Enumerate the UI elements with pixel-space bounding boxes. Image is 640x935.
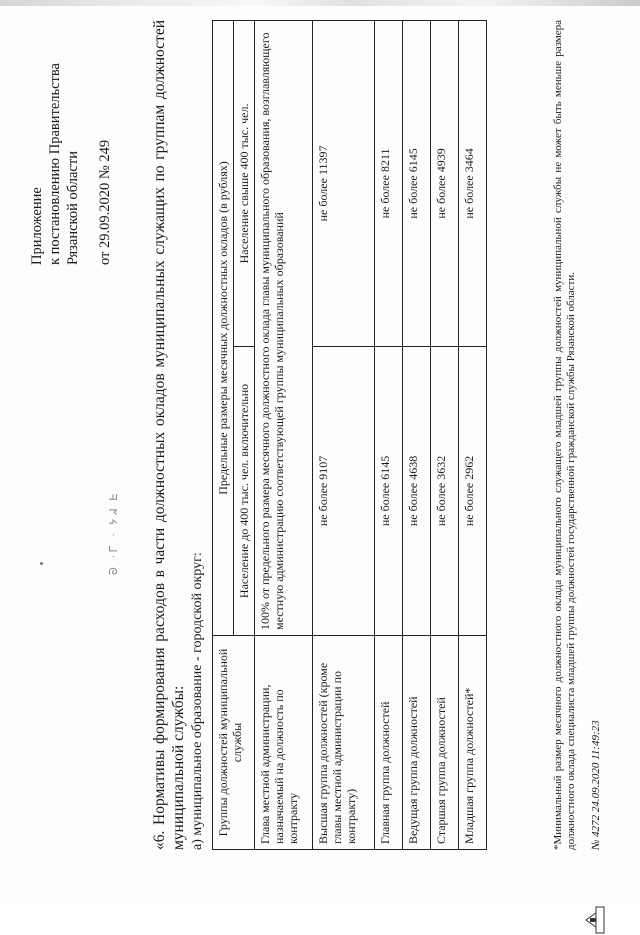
table-row: [459, 21, 487, 850]
header-limits: Предельные размеры месячных должностных окладов (в рублях): [213, 21, 234, 636]
row-large-value: не более 3464: [459, 21, 487, 347]
row-large-value: не более 8211: [375, 21, 403, 347]
row-small-value: не более 6145: [375, 346, 403, 635]
appendix-line1: Приложение: [29, 187, 45, 265]
header-group: Группы должностей муниципальной службы: [213, 635, 255, 849]
table-row: [313, 21, 375, 850]
row-small-value: не более 9107: [313, 346, 375, 635]
row-large-value: не более 6145: [403, 21, 431, 347]
appendix-block: [28, 15, 114, 265]
row-group: Главная группа должностей: [375, 635, 403, 849]
row-group: Старшая группа должностей: [431, 635, 459, 849]
table-row: [375, 21, 403, 850]
header-pop-large: Население свыше 400 тыс. чел.: [234, 21, 255, 347]
section-heading: «6. Нормативы формирования расходов в части должностных окладов муниципальных служащих по группам должностей муниципальной службы:: [151, 20, 187, 850]
row-merged-value: 100% от предельного размера месячного должностного оклада главы муниципального образования, возглавляющего местную администрацию соответствующей группы муниципальных образований: [255, 21, 313, 636]
table-row: [403, 21, 431, 850]
table-header-row: [213, 21, 234, 850]
footnote: *Минимальный размер месячного должностного оклада муниципального служащего младшей группы должностей муниципальной службы не может быть меньше размера должностного оклада специалиста младшей группы должностей государственной гражданской службы Рязанской области.: [552, 20, 577, 850]
header-pop-small: Население до 400 тыс. чел. включительно: [234, 346, 255, 635]
scan-dot: [40, 562, 43, 565]
row-group: Высшая группа должностей (кроме главы местной администрации по контракту): [313, 635, 375, 849]
registration-stamp: № 4272 24.09.2020 11:49:23: [590, 720, 602, 850]
registry-stamp-icon: [582, 905, 606, 935]
row-group: Младшая группа должностей*: [459, 635, 487, 849]
row-small-value: не более 3632: [431, 346, 459, 635]
norms-table: [212, 20, 487, 850]
table-row: [431, 21, 459, 850]
subheading: а) муниципальное образование - городской округ:: [190, 552, 205, 850]
row-small-value: не более 4638: [403, 346, 431, 635]
row-group: Ведущая группа должностей: [403, 635, 431, 849]
row-group: Глава местной администрации, назначаемый на должность по контракту: [255, 635, 313, 849]
row-large-value: не более 4939: [431, 21, 459, 347]
row-large-value: не более 11397: [313, 21, 375, 347]
table-row: [255, 21, 313, 850]
appendix-line2: к постановлению Правительства: [47, 63, 63, 265]
row-small-value: не более 2962: [459, 346, 487, 635]
handwritten-mark: ᘐ ·ᒥ · ᔭᖽ ᖶ: [108, 490, 120, 575]
appendix-date: от 29.09.2020 № 249: [97, 139, 113, 265]
appendix-line3: Рязанской области: [65, 151, 81, 265]
